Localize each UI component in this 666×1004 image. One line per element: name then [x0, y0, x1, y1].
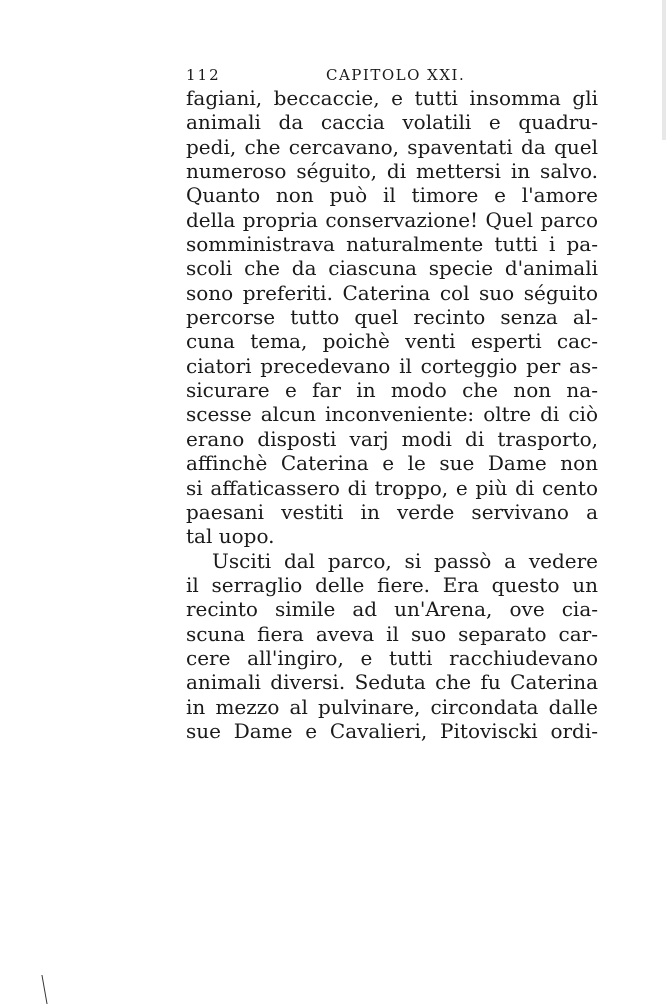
margin-mark	[41, 975, 55, 1004]
text-line: pedi, che cercavano, spaventati da quel	[186, 134, 598, 159]
text-line: cuna tema, poichè venti esperti cac-	[186, 329, 598, 354]
text-line: animali diversi. Seduta che fu Caterina	[186, 670, 598, 695]
text-line: sue Dame e Cavalieri, Pitoviscki ordi-	[186, 718, 598, 743]
text-line: il serraglio delle fiere. Era questo un	[186, 572, 598, 597]
text-line: paesani vestiti in verde servivano a	[186, 499, 598, 524]
text-line: in mezzo al pulvinare, circondata dalle	[186, 694, 598, 719]
text-line: sicurare e far in modo che non na-	[186, 378, 598, 403]
text-line: scesse alcun inconveniente: oltre di ciò	[186, 402, 598, 427]
page-header	[186, 66, 486, 86]
text-line: sono preferiti. Caterina col suo séguito	[186, 280, 598, 305]
text-line: si affaticassero di troppo, e più di cento	[186, 475, 598, 500]
text-line: ciatori precedevano il corteggio per as-	[186, 353, 598, 378]
text-line: affinchè Caterina e le sue Dame non	[186, 451, 598, 476]
text-line: cere all'ingiro, e tutti racchiudevano	[186, 645, 598, 670]
text-line: della propria conservazione! Quel parco	[186, 207, 598, 232]
text-line: somministrava naturalmente tutti i pa-	[186, 232, 598, 257]
page-edge-shadow	[662, 0, 666, 140]
text-line: Quanto non può il timore e l'amore	[186, 183, 598, 208]
paragraph-2	[186, 549, 598, 744]
text-line: percorse tutto quel recinto senza al-	[186, 305, 598, 330]
paragraph-1	[186, 86, 598, 549]
running-title: CAPITOLO XXI.	[326, 66, 466, 84]
text-line: recinto simile ad un'Arena, ove cia-	[186, 597, 598, 622]
body-text	[186, 86, 598, 743]
text-line: Usciti dal parco, si passò a vedere	[212, 548, 598, 573]
text-line: animali da caccia volatili e quadru-	[186, 110, 598, 135]
text-line: numeroso séguito, di mettersi in salvo.	[186, 159, 598, 184]
text-line: tal uopo.	[186, 524, 275, 549]
text-line: erano disposti varj modi di trasporto,	[186, 426, 598, 451]
text-line: scuna fiera aveva il suo separato car-	[186, 621, 598, 646]
text-line: scoli che da ciascuna specie d'animali	[186, 256, 598, 281]
page-number: 112	[186, 66, 221, 84]
text-line: fagiani, beccaccie, e tutti insomma gli	[186, 86, 598, 110]
